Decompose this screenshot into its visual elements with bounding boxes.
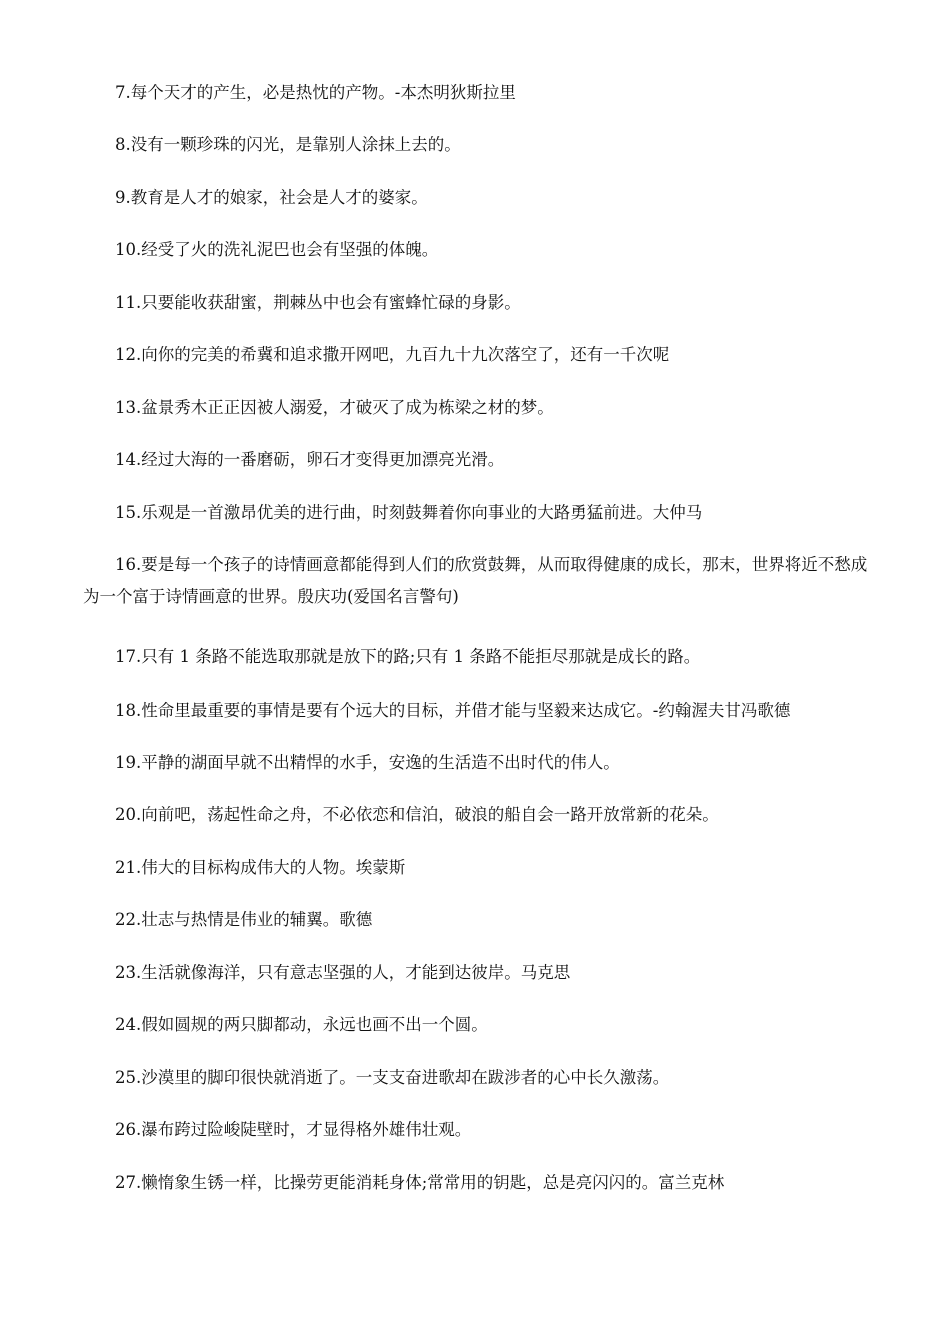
quote-19: 19.平静的湖面早就不出精悍的水手，安逸的生活造不出时代的伟人。 xyxy=(115,753,620,772)
quote-26: 26.瀑布跨过险峻陡壁时，才显得格外雄伟壮观。 xyxy=(115,1120,472,1139)
quote-7: 7.每个天才的产生，必是热忱的产物。-本杰明狄斯拉里 xyxy=(115,83,516,102)
quote-24: 24.假如圆规的两只脚都动，永远也画不出一个圆。 xyxy=(115,1015,488,1034)
quote-12: 12.向你的完美的希冀和追求撒开网吧，九百九十九次落空了，还有一千次呢 xyxy=(115,345,670,364)
quote-18: 18.性命里最重要的事情是要有个远大的目标，并借才能与坚毅来达成它。-约翰渥夫甘冯歌德 xyxy=(115,701,791,720)
quote-15: 15.乐观是一首激昂优美的进行曲，时刻鼓舞着你向事业的大路勇猛前进。大仲马 xyxy=(115,503,703,522)
quote-22: 22.壮志与热情是伟业的辅翼。歌德 xyxy=(115,910,373,929)
quote-25: 25.沙漠里的脚印很快就消逝了。一支支奋进歌却在跋涉者的心中长久激荡。 xyxy=(115,1068,670,1087)
quote-23: 23.生活就像海洋，只有意志坚强的人，才能到达彼岸。马克思 xyxy=(115,963,571,982)
quote-27: 27.懒惰象生锈一样，比操劳更能消耗身体;常常用的钥匙，总是亮闪闪的。富兰克林 xyxy=(115,1173,725,1192)
quote-11: 11.只要能收获甜蜜，荆棘丛中也会有蜜蜂忙碌的身影。 xyxy=(115,293,521,312)
quote-17: 17.只有 1 条路不能选取那就是放下的路;只有 1 条路不能拒尽那就是成长的路。 xyxy=(115,647,701,666)
quote-13: 13.盆景秀木正正因被人溺爱，才破灭了成为栋梁之材的梦。 xyxy=(115,398,554,417)
quote-8: 8.没有一颗珍珠的闪光，是靠别人涂抹上去的。 xyxy=(115,135,461,154)
quote-14: 14.经过大海的一番磨砺，卵石才变得更加漂亮光滑。 xyxy=(115,450,505,469)
quote-21: 21.伟大的目标构成伟大的人物。埃蒙斯 xyxy=(115,858,406,877)
quote-9: 9.教育是人才的娘家，社会是人才的婆家。 xyxy=(115,188,428,207)
quote-20: 20.向前吧，荡起性命之舟，不必依恋和信泊，破浪的船自会一路开放常新的花朵。 xyxy=(115,805,719,824)
quote-10: 10.经受了火的洗礼泥巴也会有坚强的体魄。 xyxy=(115,240,439,259)
quote-16: 16.要是每一个孩子的诗情画意都能得到人们的欣赏鼓舞，从而取得健康的成长，那末，世界将近不愁成为一个富于诗情画意的世界。殷庆功(爱国名言警句) xyxy=(83,555,868,606)
